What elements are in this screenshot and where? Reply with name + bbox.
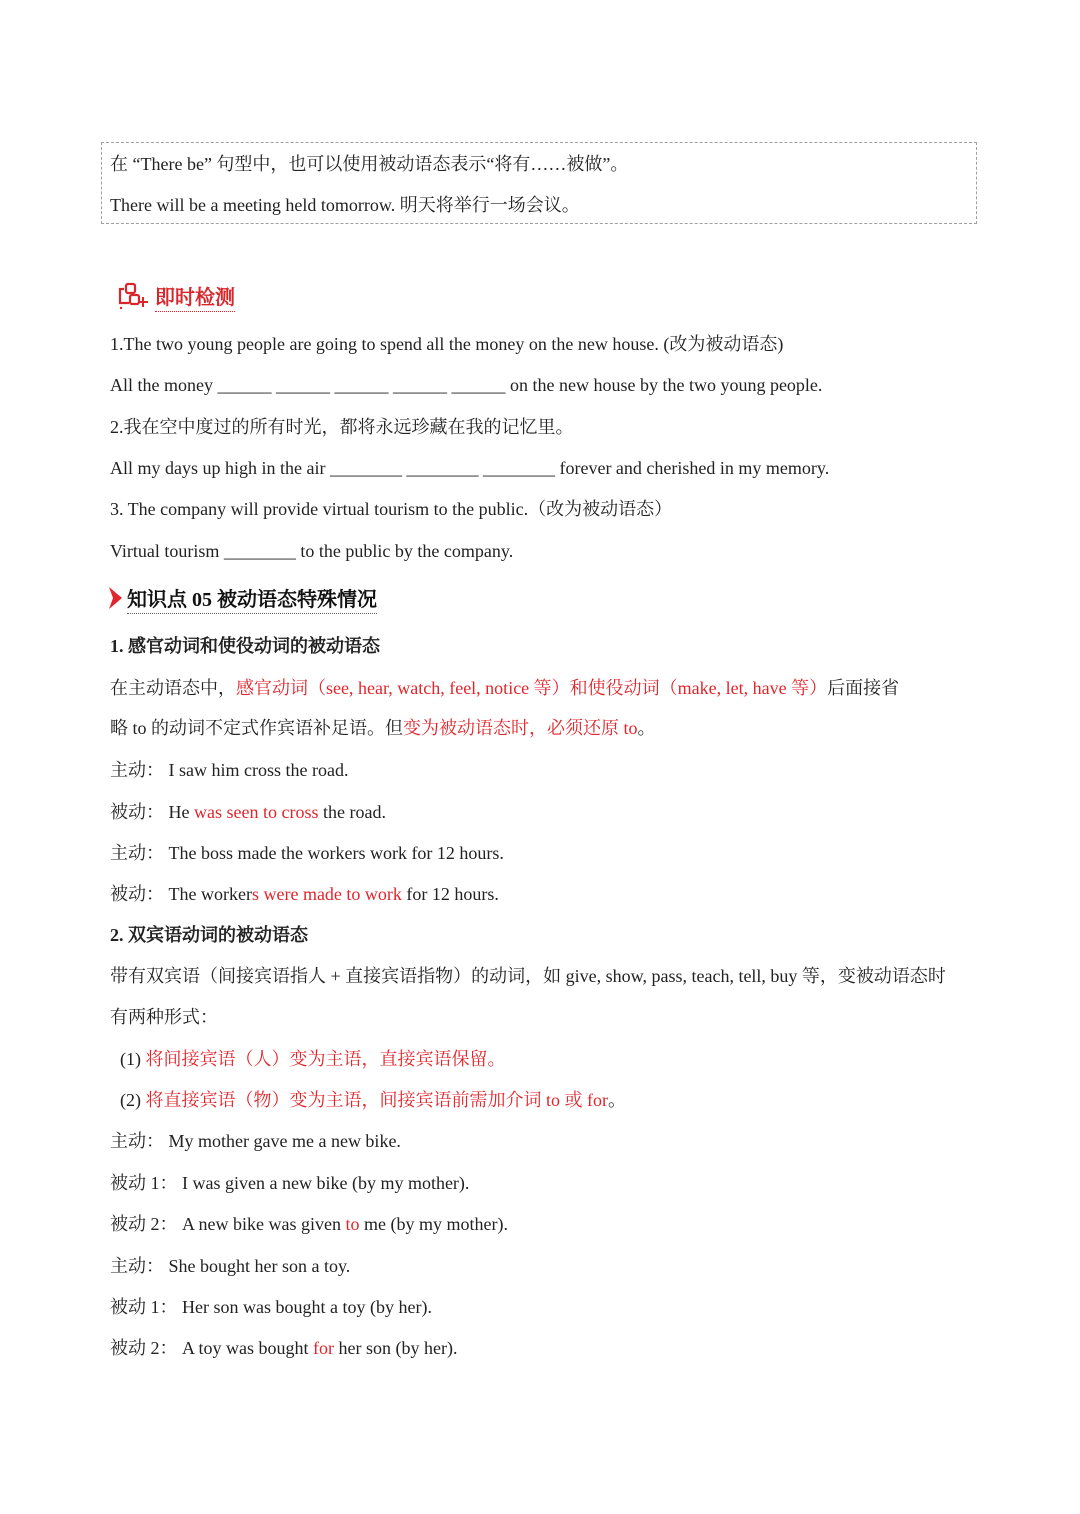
example-label: 被动 1： <box>110 1173 178 1193</box>
rule-1 <box>120 1047 506 1071</box>
example-2-passive-1 <box>110 1171 469 1195</box>
example-passive-2 <box>110 882 499 906</box>
question-3-answer: Virtual tourism ________ to the public by the company. <box>110 541 514 561</box>
example-2-passive-2 <box>110 1212 508 1236</box>
rule-number: (1) <box>120 1049 141 1069</box>
text-span: 略 to 的动词不定式作宾语补足语。但 <box>110 718 403 738</box>
example-label: 主动： <box>110 843 164 863</box>
section-1-para-1 <box>110 676 899 700</box>
example-label: 主动： <box>110 1256 164 1276</box>
quiz-icon <box>117 281 151 311</box>
example-text: Her son was bought a toy (by her). <box>182 1297 432 1317</box>
text-span: 后面接省 <box>827 678 900 698</box>
example-2-passive-4 <box>110 1336 457 1360</box>
question-2-answer: All my days up high in the air ________ ________ ________ forever and cherished in my memory. <box>110 458 830 478</box>
knowledge-title: 知识点 05 被动语态特殊情况 <box>127 583 377 614</box>
text-span: He <box>168 802 194 822</box>
text-span: The worker <box>168 884 252 904</box>
question-1: 1.The two young people are going to spend all the money on the new house. (改为被动语态) <box>110 334 784 354</box>
highlight-span: to <box>345 1214 360 1234</box>
example-2-active-1 <box>110 1129 401 1153</box>
highlight-span: s were made to work <box>251 884 402 904</box>
example-2-passive-3 <box>110 1295 432 1319</box>
example-passive-1 <box>110 800 386 824</box>
highlight-span: for <box>313 1338 335 1358</box>
section-2-para-1: 带有双宾语（间接宾语指人 + 直接宾语指物）的动词，如 give, show, pass, teach, tell, buy 等，变被动语态时 <box>110 966 946 986</box>
arrow-right-icon <box>107 586 123 610</box>
highlight-span: 将直接宾语（物）变为主语，间接宾语前需加介词 to 或 for <box>145 1090 608 1110</box>
question-2: 2.我在空中度过的所有时光，都将永远珍藏在我的记忆里。 <box>110 417 574 437</box>
example-active-2 <box>110 841 504 865</box>
question-1-answer: All the money ______ ______ ______ ______ ______ on the new house by the two young people. <box>110 375 823 395</box>
check-heading <box>117 280 235 312</box>
example-label: 主动： <box>110 760 164 780</box>
example-text: The boss made the workers work for 12 hours. <box>168 843 504 863</box>
note-line-2: There will be a meeting held tomorrow. 明天将举行一场会议。 <box>110 195 580 215</box>
example-label: 主动： <box>110 1131 164 1151</box>
example-label: 被动： <box>110 884 164 904</box>
highlight-span: 将间接宾语（人）变为主语，直接宾语保留。 <box>145 1049 506 1069</box>
text-span: A new bike was given <box>182 1214 346 1234</box>
text-span: 。 <box>637 718 656 738</box>
highlight-span: was seen to cross <box>194 802 319 822</box>
section-2-para-2: 有两种形式： <box>110 1007 218 1027</box>
example-text: She bought her son a toy. <box>168 1256 351 1276</box>
rule-number: (2) <box>120 1090 141 1110</box>
question-3: 3. The company will provide virtual tourism to the public.（改为被动语态） <box>110 499 673 519</box>
text-span: the road. <box>318 802 386 822</box>
text-span: 。 <box>608 1090 626 1110</box>
highlight-span: 变为被动语态时，必须还原 to <box>403 718 638 738</box>
example-text: My mother gave me a new bike. <box>168 1131 401 1151</box>
text-span: me (by my mother). <box>359 1214 508 1234</box>
example-2-active-2 <box>110 1254 350 1278</box>
rule-2 <box>120 1088 626 1112</box>
example-active-1 <box>110 758 348 782</box>
note-line-1: 在 “There be” 句型中，也可以使用被动语态表示“将有……被做”。 <box>110 154 629 174</box>
highlight-span: 感官动词（see, hear, watch, feel, notice 等）和使役动词（make, let, have 等） <box>236 678 828 698</box>
section-1-heading: 1. 感官动词和使役动词的被动语态 <box>110 636 380 656</box>
example-label: 被动 2： <box>110 1214 178 1234</box>
text-span: her son (by her). <box>334 1338 458 1358</box>
section-1-para-2 <box>110 716 656 740</box>
text-span: for 12 hours. <box>401 884 499 904</box>
section-2-heading: 2. 双宾语动词的被动语态 <box>110 925 308 945</box>
example-label: 被动： <box>110 802 164 822</box>
example-text: I was given a new bike (by my mother). <box>182 1173 470 1193</box>
check-title: 即时检测 <box>155 281 235 312</box>
example-label: 被动 1： <box>110 1297 178 1317</box>
example-label: 被动 2： <box>110 1338 178 1358</box>
text-span: A toy was bought <box>182 1338 314 1358</box>
example-text: I saw him cross the road. <box>168 760 349 780</box>
knowledge-heading <box>107 583 377 613</box>
text-span: 在主动语态中， <box>110 678 236 698</box>
